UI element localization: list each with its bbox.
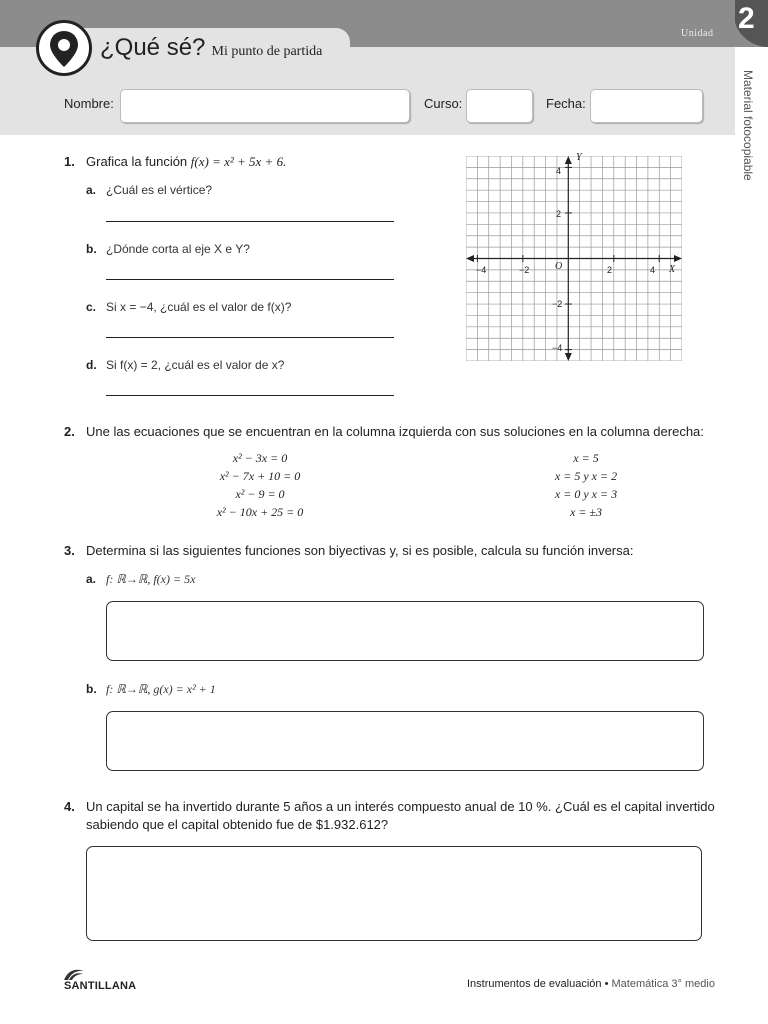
page-title <box>100 34 322 62</box>
footer-text-main: Instrumentos de evaluación <box>467 978 602 990</box>
graph-x-tick: −2 <box>519 265 530 275</box>
q3b-text: f: ℝ→ℝ, g(x) = x² + 1 <box>106 682 216 696</box>
q1b-text: ¿Dónde corta al eje X e Y? <box>106 242 250 256</box>
side-margin <box>735 47 768 1024</box>
footer-text-subject: Matemática 3° medio <box>611 978 715 990</box>
q4-text-line2: sabiendo que el capital obtenido fue de $1.932.612? <box>86 817 389 832</box>
q1a-label: a. <box>86 183 97 197</box>
unit-number-badge <box>735 0 768 47</box>
q3a-label: a. <box>86 572 97 586</box>
graph-y-tick: 4 <box>556 166 562 176</box>
page-subtitle: Mi punto de partida <box>211 44 323 59</box>
q2-left-equation[interactable]: x² − 10x + 25 = 0 <box>216 505 304 519</box>
graph-y-tick: −2 <box>552 299 563 309</box>
unit-number: 2 <box>738 2 755 35</box>
q1-prompt: Grafica la función <box>86 154 191 169</box>
q1c-label: c. <box>86 300 97 314</box>
q1d-answer-line[interactable] <box>106 395 394 396</box>
q1b-answer-line[interactable] <box>106 279 394 280</box>
coordinate-grid[interactable] <box>466 152 682 361</box>
q1-text <box>86 154 286 170</box>
date-label: Fecha: <box>546 96 586 111</box>
q3b-answer-box[interactable] <box>106 711 704 771</box>
q2-left-equation[interactable]: x² − 3x = 0 <box>232 451 288 465</box>
q3a-text: f: ℝ→ℝ, f(x) = 5x <box>106 572 196 586</box>
course-label: Curso: <box>424 96 463 111</box>
footer-text <box>467 978 715 990</box>
name-label: Nombre: <box>64 96 114 111</box>
q4-text-line1: Un capital se ha invertido durante 5 años a un interés compuesto anual de 10 %. ¿Cuál es el capital invertido <box>86 799 715 814</box>
q2-left-equation[interactable]: x² − 9 = 0 <box>235 487 285 501</box>
q2-number: 2. <box>64 424 75 439</box>
unit-label: Unidad <box>681 28 714 39</box>
q3b-label: b. <box>86 682 97 696</box>
q1a-answer-line[interactable] <box>106 221 394 222</box>
q4-answer-box[interactable] <box>86 846 702 941</box>
location-pin-icon <box>36 20 92 76</box>
graph-x-tick: 4 <box>650 265 656 275</box>
graph-origin-label: O <box>555 261 563 272</box>
q1-function: f(x) = x² + 5x + 6. <box>190 154 287 169</box>
graph-y-tick: 2 <box>556 209 562 219</box>
footer-brand: SANTILLANA <box>64 980 137 992</box>
q1d-label: d. <box>86 358 97 372</box>
q2-right-solution[interactable]: x = 0 y x = 3 <box>554 487 618 501</box>
course-field[interactable] <box>466 89 533 123</box>
q2-right-solution[interactable]: x = ±3 <box>569 505 602 519</box>
q3-number: 3. <box>64 543 75 558</box>
q1c-text: Si x = −4, ¿cuál es el valor de f(x)? <box>106 300 292 314</box>
q1c-answer-line[interactable] <box>106 337 394 338</box>
date-field[interactable] <box>590 89 703 123</box>
q1b-label: b. <box>86 242 97 256</box>
q4-number: 4. <box>64 799 75 814</box>
q3a-answer-box[interactable] <box>106 601 704 661</box>
q1-number: 1. <box>64 154 75 169</box>
q1d-text: Si f(x) = 2, ¿cuál es el valor de x? <box>106 358 285 372</box>
graph-x-tick: 2 <box>607 265 613 275</box>
q2-text: Une las ecuaciones que se encuentran en la columna izquierda con sus soluciones en la columna derecha: <box>86 424 704 439</box>
footer-separator: • <box>601 978 612 990</box>
side-text: Material fotocopiable <box>741 70 755 181</box>
q1a-text: ¿Cuál es el vértice? <box>106 183 213 197</box>
q2-left-equation[interactable]: x² − 7x + 10 = 0 <box>219 469 301 483</box>
name-field[interactable] <box>120 89 410 123</box>
graph-y-axis-label: Y <box>576 152 582 163</box>
q3-text: Determina si las siguientes funciones son biyectivas y, si es posible, calcula su función inversa: <box>86 543 634 558</box>
graph-x-axis-label: X <box>669 264 676 275</box>
q2-right-solution[interactable]: x = 5 y x = 2 <box>554 469 618 483</box>
q2-right-solution[interactable]: x = 5 <box>573 451 599 465</box>
graph-y-tick: −4 <box>552 343 563 353</box>
page-title-main: ¿Qué sé? <box>100 34 206 61</box>
graph-x-tick: −4 <box>476 265 487 275</box>
